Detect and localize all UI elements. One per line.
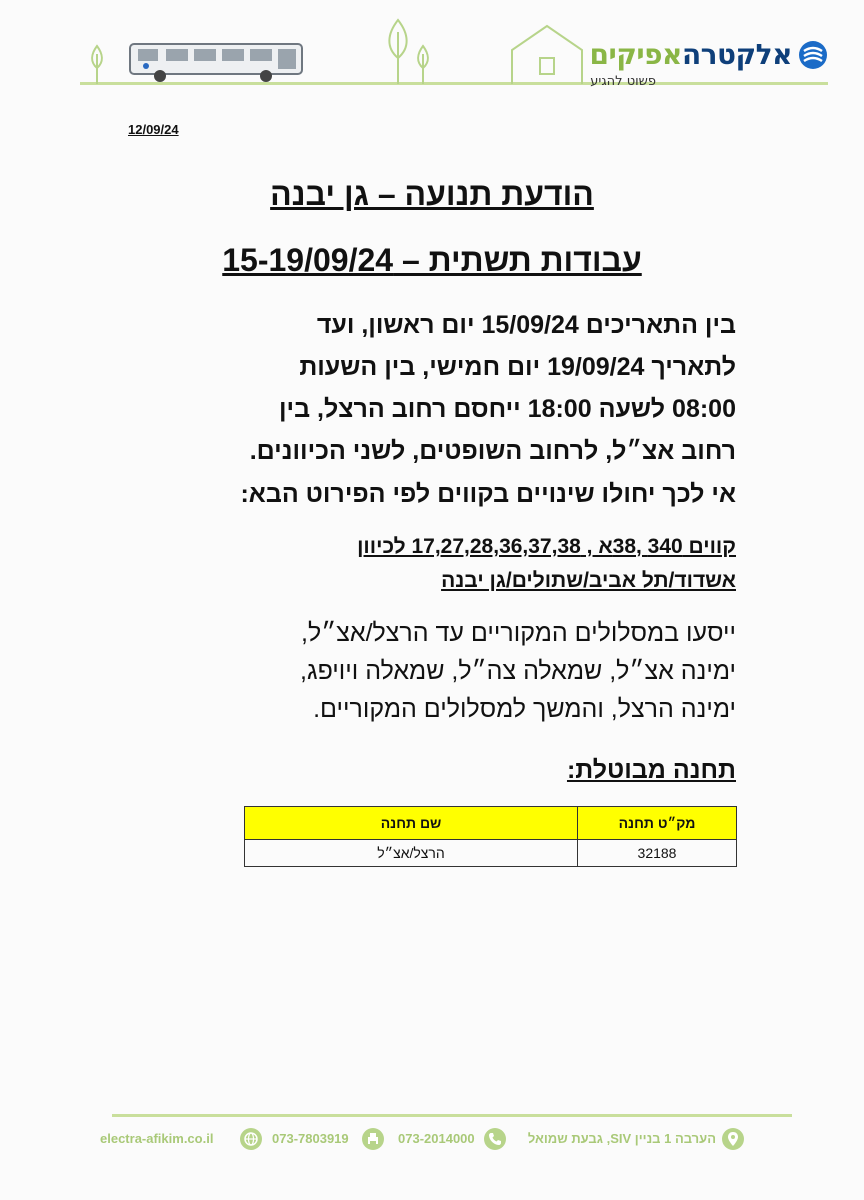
bus-illustration-icon: [126, 40, 306, 84]
detour-line: ימינה אצ״ל, שמאלה צה״ל, שמאלה ויויפג,: [300, 657, 736, 685]
location-pin-icon: [722, 1128, 744, 1150]
detour-route: [120, 614, 736, 728]
closure-line: בין התאריכים 15/09/24 יום ראשון, ועד: [316, 311, 736, 339]
affected-lines-row: [200, 564, 736, 598]
cancelled-stations-table: [244, 806, 737, 867]
company-slogan: פשוט להגיע: [590, 74, 656, 89]
changes-intro: אי לכך יחולו שינויים בקווים לפי הפירוט הבא:: [240, 480, 736, 508]
globe-icon: [240, 1128, 262, 1150]
footer-phone: 073-2014000: [398, 1131, 475, 1146]
affected-lines-directions: אשדוד/תל אביב/שתולים/גן יבנה: [441, 569, 736, 592]
small-tree-icon: [414, 44, 432, 84]
footer-fax: 073-7803919: [272, 1131, 349, 1146]
phone-icon: [484, 1128, 506, 1150]
column-header-station-name: שם תחנה: [245, 807, 578, 840]
closure-line: 08:00 לשעה 18:00 ייחסם רחוב הרצל, בין: [279, 395, 736, 423]
table-row: [245, 840, 737, 867]
closure-description: [140, 304, 736, 472]
company-logo-icon: [798, 40, 828, 70]
affected-lines-row: [200, 530, 736, 564]
footer-address: הערבה 1 בניין SIV, גבעת שמואל: [527, 1131, 716, 1146]
cancelled-station-heading: תחנה מבוטלת:: [566, 756, 736, 784]
notice-title: הודעת תנועה – גן יבנה: [270, 176, 594, 212]
notice-subtitle: עבודות תשתית – 15-19/09/24: [222, 242, 642, 278]
logo-word-electra: אלקטרה: [681, 38, 792, 71]
fax-icon: [362, 1128, 384, 1150]
affected-lines-numbers: קווים 340 ,38א , 17,27,28,36,37,38 לכיוון: [357, 535, 736, 558]
footer-website[interactable]: electra-afikim.co.il: [100, 1131, 214, 1146]
footer-contact-bar: [100, 1128, 744, 1152]
tall-tree-icon: [384, 18, 412, 84]
station-id-cell: 32188: [578, 840, 737, 867]
detour-line: ימינה הרצל, והמשך למסלולים המקוריים.: [313, 695, 736, 723]
logo-word-afikim: אפיקים: [589, 38, 682, 71]
notice-date: 12/09/24: [128, 122, 179, 137]
closure-line: רחוב אצ״ל, לרחוב השופטים, לשני הכיוונים.: [249, 437, 736, 465]
tree-icon: [88, 44, 106, 84]
column-header-station-id: מק״ט תחנה: [578, 807, 737, 840]
station-name-cell: הרצל/אצ״ל: [245, 840, 578, 867]
footer-divider: [112, 1114, 792, 1117]
detour-line: ייסעו במסלולים המקוריים עד הרצל/אצ״ל,: [301, 619, 736, 647]
company-logo-text: [590, 38, 792, 71]
table-header-row: [245, 807, 737, 840]
affected-lines: [200, 530, 736, 598]
closure-line: לתאריך 19/09/24 יום חמישי, בין השעות: [299, 353, 736, 381]
house-icon: [510, 24, 584, 84]
